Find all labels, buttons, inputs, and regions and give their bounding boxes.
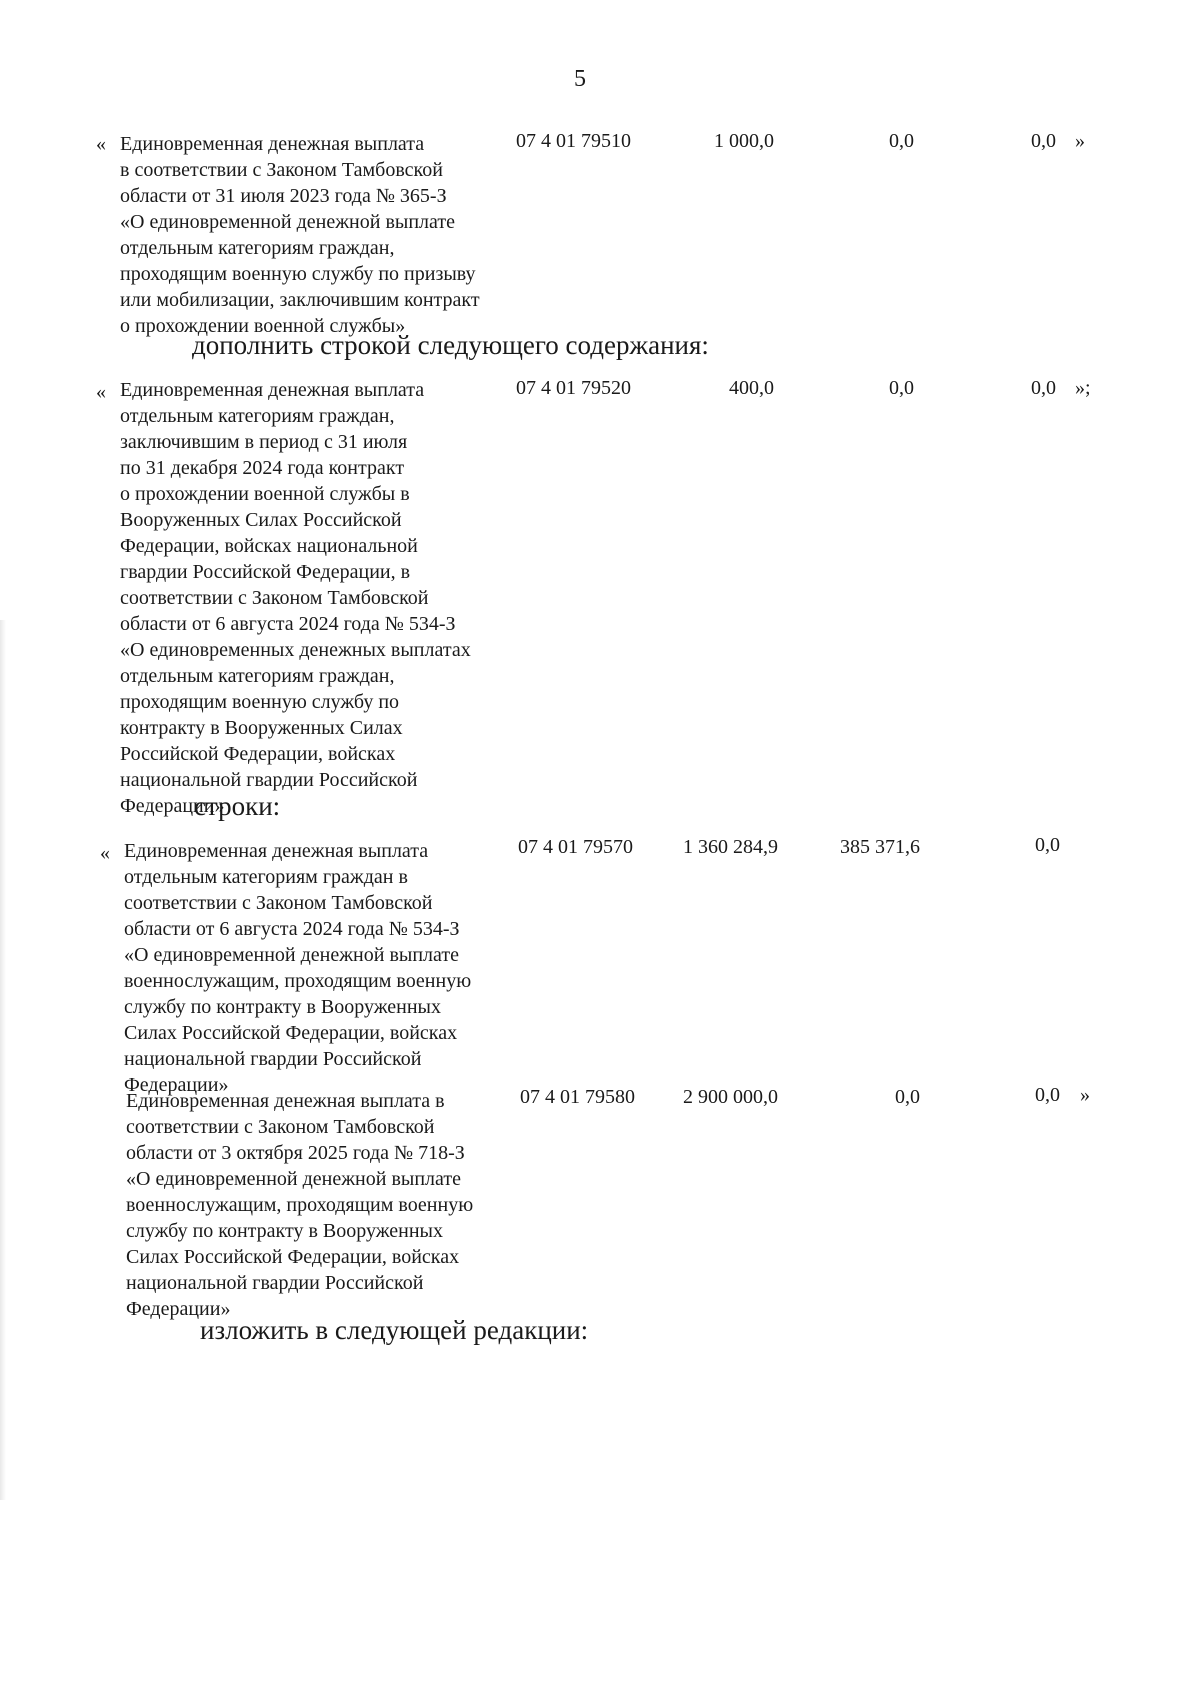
row-value-3: 0,0 [1031, 377, 1056, 399]
row-description: Единовременная денежная выплата отдельным категориям граждан в соответствии с Законом Тамбовской области от 6 августа 2024 года № 534-З «О единовременной денежной выплате военнослужащим, проходящим военную службу по контракту в Вооруженных Силах Российской Федерации, войсках национальной гвардии Российской Федерации» [124, 840, 472, 1096]
instruction-restate: изложить в следующей редакции: [200, 1315, 589, 1345]
instruction-add-row: дополнить строкой следующего содержания: [192, 330, 709, 360]
row-value-2: 385 371,6 [840, 836, 920, 858]
row-code: 07 4 01 79570 [518, 836, 633, 858]
row-value-2: 0,0 [889, 130, 914, 152]
row-code: 07 4 01 79580 [520, 1086, 635, 1108]
open-quote: « [100, 842, 110, 864]
scan-edge-shadow [0, 620, 6, 1500]
open-quote: « [96, 381, 106, 403]
row-value-1: 1 000,0 [714, 130, 774, 152]
row-description: Единовременная денежная выплата в соответствии с Законом Тамбовской области от 3 октября 2025 года № 718-З «О единовременной денежной выплате военнослужащим, проходящим военную службу по контракту в Вооруженных Силах Российской Федерации, войсках национальной гвардии Российской Федерации» [126, 1090, 474, 1320]
instruction-rows-label: строки: [194, 791, 281, 821]
row-value-2: 0,0 [895, 1086, 920, 1108]
row-value-3: 0,0 [1035, 834, 1060, 856]
close-quote: » [1080, 1084, 1090, 1106]
close-quote: » [1075, 130, 1085, 152]
row-code: 07 4 01 79510 [516, 130, 631, 152]
row-value-3: 0,0 [1031, 130, 1056, 152]
row-value-1: 400,0 [729, 377, 774, 399]
row-value-1: 2 900 000,0 [683, 1086, 778, 1108]
row-description: Единовременная денежная выплата в соответствии с Законом Тамбовской области от 31 июля 2023 года № 365-З «О единовременной денежной выплате отдельным категориям граждан, проходящим военную службу по призыву или мобилизации, заключившим контракт о прохождении военной службы» [120, 133, 480, 337]
row-value-1: 1 360 284,9 [683, 836, 778, 858]
row-description: Единовременная денежная выплата отдельным категориям граждан, заключившим в период с 31 июля по 31 декабря 2024 года контракт о прохождении военной службы в Вооруженных Силах Российской Федерации, войсках национальной гвардии Российской Федерации, в соответствии с Законом Тамбовской области от 6 августа 2024 года № 534-З «О единовременных денежных выплатах отдельным категориям граждан, проходящим военную службу по контракту в Вооруженных Силах Российской Федерации, войсках национальной гвардии Российской Федерации» [120, 379, 471, 817]
open-quote: « [96, 133, 106, 155]
row-value-2: 0,0 [889, 377, 914, 399]
page-number: 5 [574, 66, 586, 92]
row-code: 07 4 01 79520 [516, 377, 631, 399]
close-quote: »; [1075, 377, 1091, 399]
row-value-3: 0,0 [1035, 1084, 1060, 1106]
